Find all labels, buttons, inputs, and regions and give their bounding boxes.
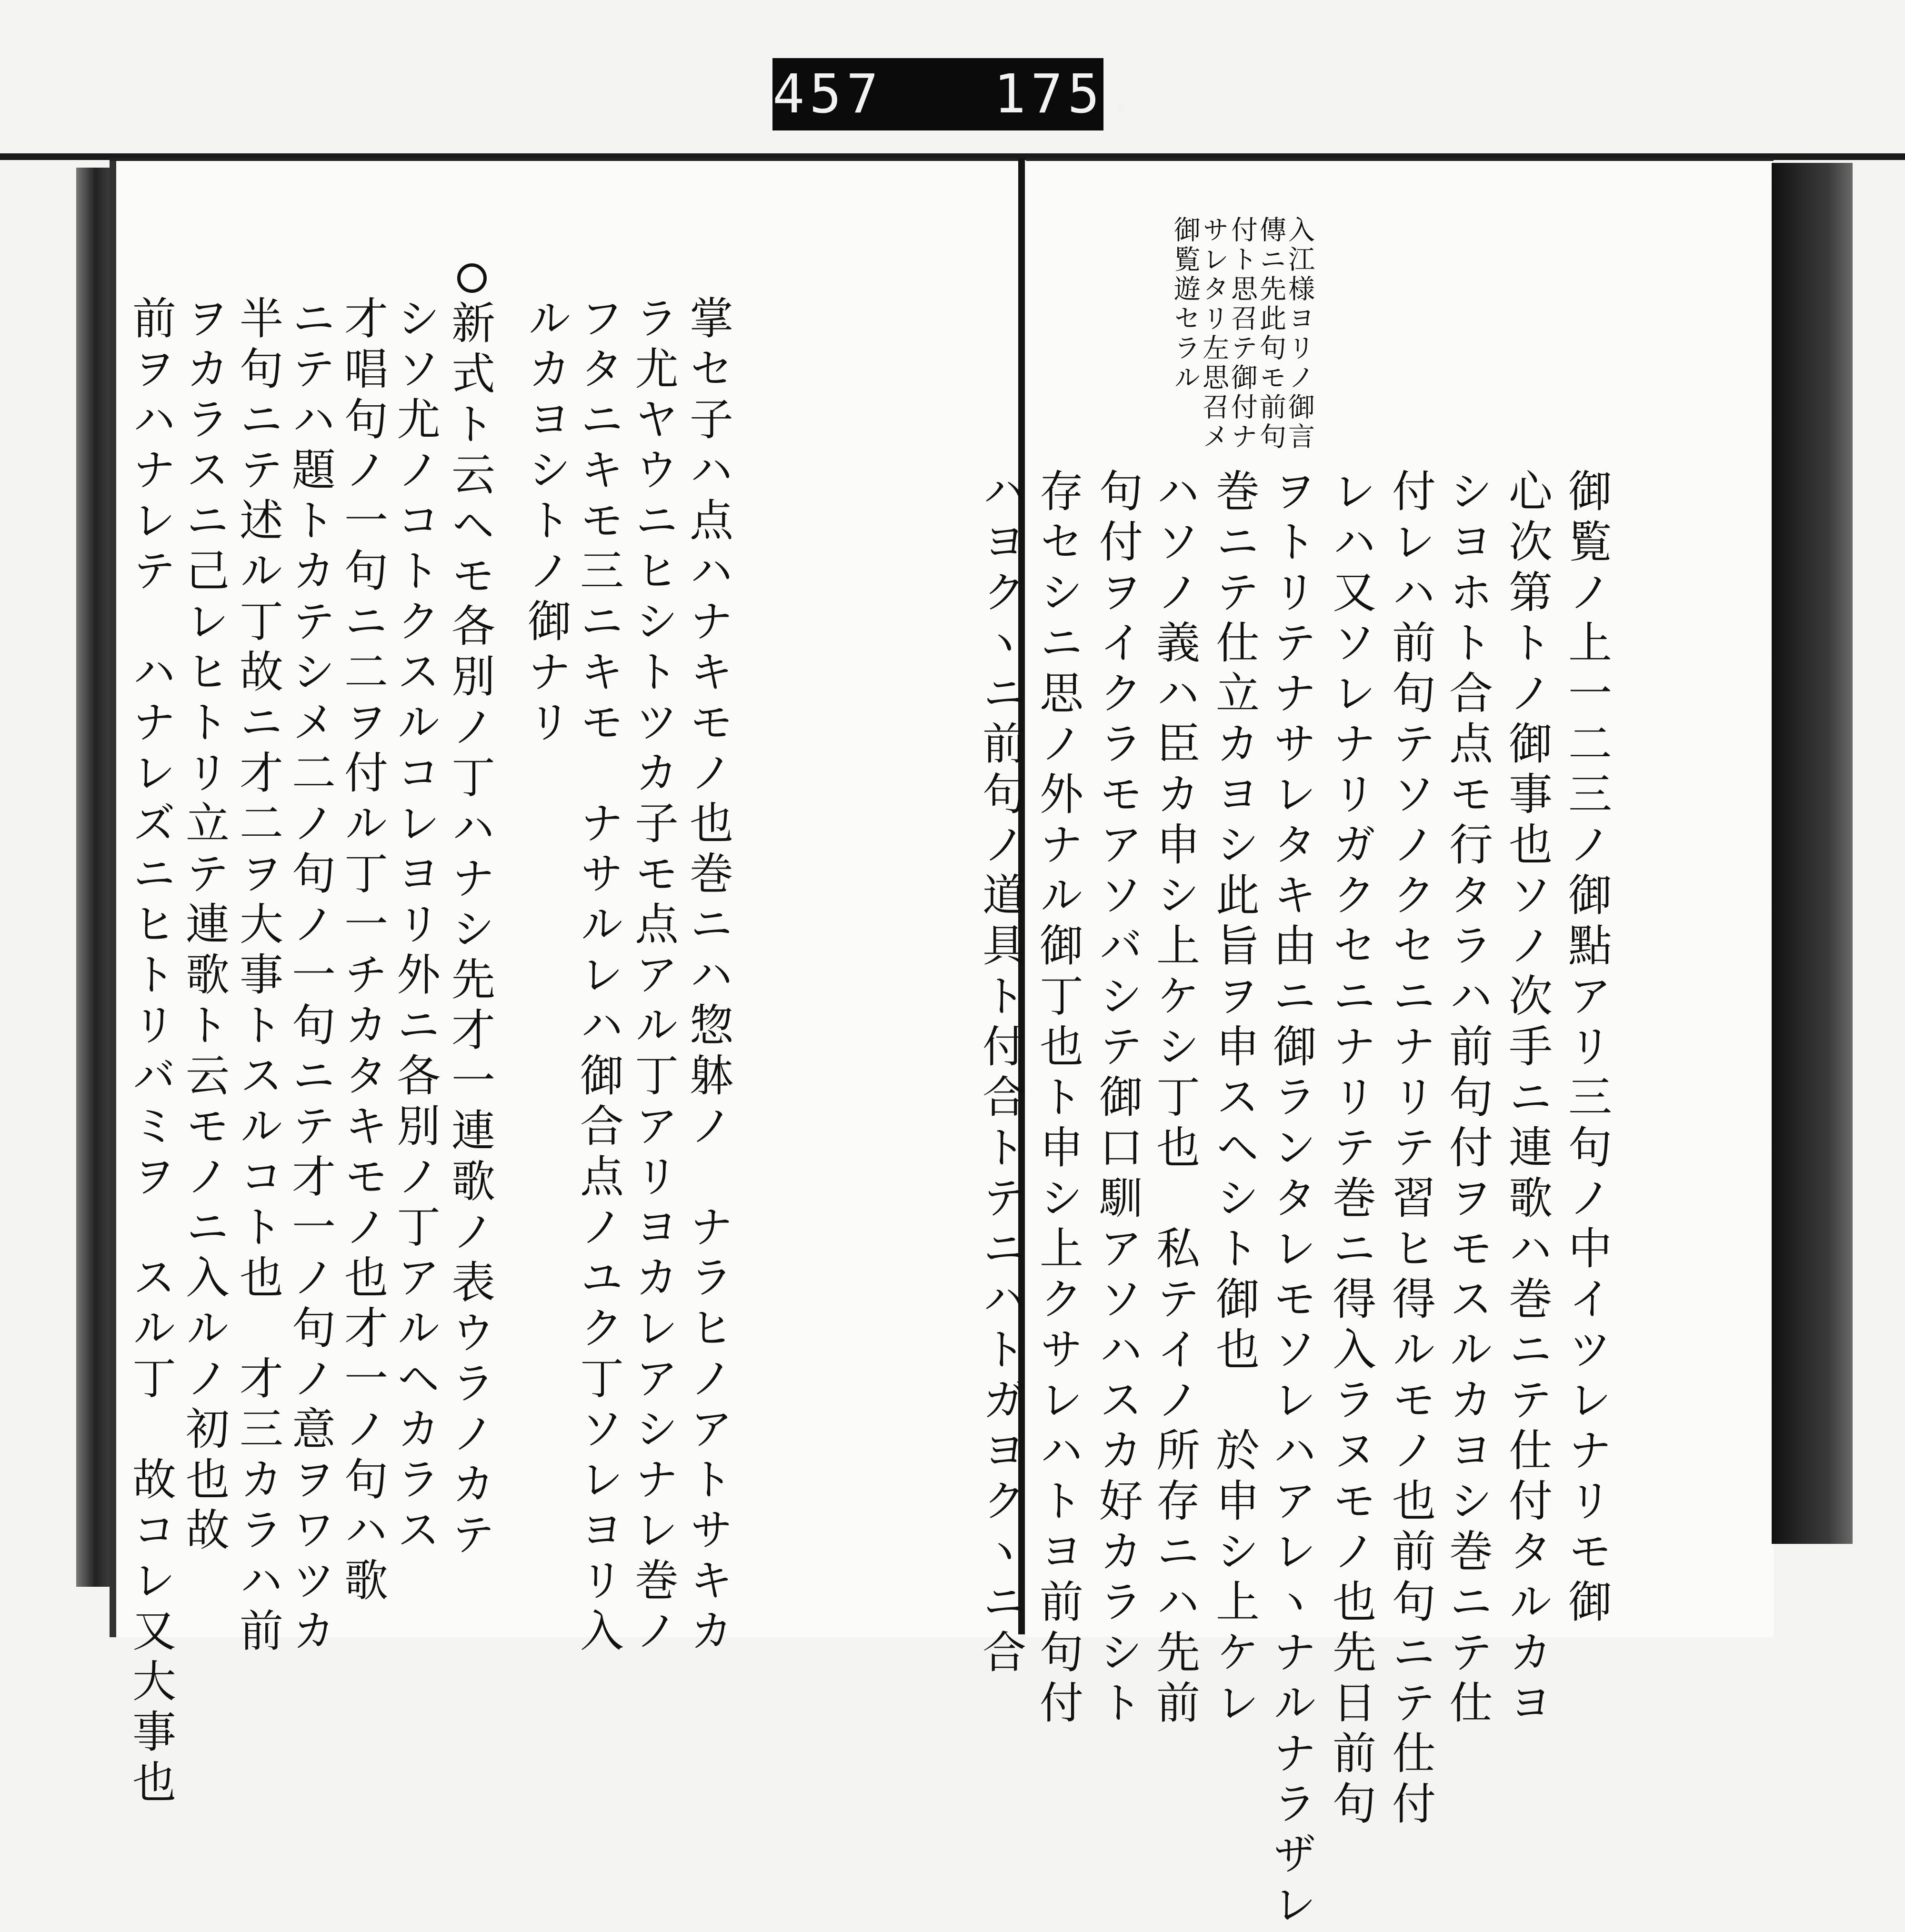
section-circle-mark <box>457 263 487 293</box>
right-column-8: ハソノ義ハ臣カ申シ上ケシ丁也 私テイノ所存ニハ先前 <box>1149 468 1200 1730</box>
left-column-11: 前ヲハナレテ ハナレズニヒトリバミヲ スル丁 故コレ又大事也 <box>125 295 176 1810</box>
open-book <box>76 158 1853 1932</box>
left-column-1: 掌セ子ハ点ハナキモノ也巻ニハ惣躰ノ ナラヒノアトサキカ <box>682 295 733 1658</box>
left-column-3: フタニキモ三ニキモ ナサルレハ御合点ノユク丁ソレヨリ入 <box>573 295 624 1658</box>
left-column-9: 半句ニテ述ル丁故ニ才二ヲ大事トスルコト也 才三カラハ前 <box>232 295 283 1658</box>
left-column-5: 新式ト云ヘモ各別ノ丁ハナシ先才一連歌ノ表ウラノカテ <box>444 300 495 1562</box>
margin-note-column-5: 御覧遊セラル <box>1170 216 1201 393</box>
right-page <box>975 158 1774 1932</box>
right-page-edge <box>1772 163 1853 1544</box>
right-column-4: 付レハ前句テソノクセニナリテ習ヒ得ルモノ也前句ニテ仕付 <box>1385 468 1436 1831</box>
margin-note-column-3: 付ト思召テ御付ナ <box>1227 216 1258 452</box>
left-column-8: ニテハ題トカテシメ二ノ句ノ一句ニテ才一ノ句ノ意ヲワツカ <box>285 295 336 1658</box>
right-page-text <box>975 161 1774 1932</box>
right-column-11: ハヨクヽニ前句ノ道具ト付合トテニハトガヨクヽニ合 <box>975 468 1026 1680</box>
margin-note-column-4: サレタリ左思召メ <box>1198 216 1229 452</box>
left-column-10: ヲカラスニ己レヒトリ立テ連歌ト云モノニ入ルノ初也故 <box>179 295 230 1557</box>
left-page <box>110 158 1020 1810</box>
right-column-9: 句付ヲイクラモアソバシテ御口馴アソハスカ好カラシト <box>1092 468 1143 1730</box>
left-column-4: ルカヨシトノ御ナリ <box>521 295 572 750</box>
right-column-6: ヲトリテナサレタキ由ニ御ランタレモソレハアレヽナルナラザレ <box>1266 468 1317 1932</box>
left-column-6: シソ尤ノコトクスルコレヨリ外ニ各別ノ丁アルヘカラス <box>390 295 441 1557</box>
page-number-label: 457 175. <box>772 58 1103 130</box>
left-column-2: ラ尤ヤウニヒシトツカ子モ点アル丁アリヨカレアシナレ巻ノ <box>628 295 679 1658</box>
right-column-5: レハ又ソレナリガクセニナリテ巻ニ得入ラヌモノ也先日前句 <box>1325 468 1376 1831</box>
left-column-7: 才唱句ノ一句ニ二ヲ付ル丁一チカタキモノ也才一ノ句ハ歌 <box>337 295 388 1608</box>
margin-note-column-1: 入江様ヨリノ御言 <box>1284 216 1315 452</box>
left-page-text <box>110 161 1020 1810</box>
right-column-2: 心次第トノ御事也ソノ次手ニ連歌ハ巻ニテ仕付タルカヨ <box>1502 468 1553 1730</box>
right-column-1: 御覧ノ上一二三ノ御點アリ三句ノ中イツレナリモ御 <box>1561 468 1612 1629</box>
right-column-10: 存セシニ思ノ外ナル御丁也ト申シ上クサレハトヨ前句付 <box>1033 468 1083 1730</box>
margin-note-column-2: 傳ニ先此句モ前句 <box>1255 216 1286 452</box>
right-column-7: 巻ニテ仕立カヨシ此旨ヲ申スヘシト御也 於申シ上ケレ <box>1209 468 1260 1730</box>
right-column-3: シヨホト合点モ行タラハ前句付ヲモスルカヨシ巻ニテ仕 <box>1442 468 1493 1730</box>
